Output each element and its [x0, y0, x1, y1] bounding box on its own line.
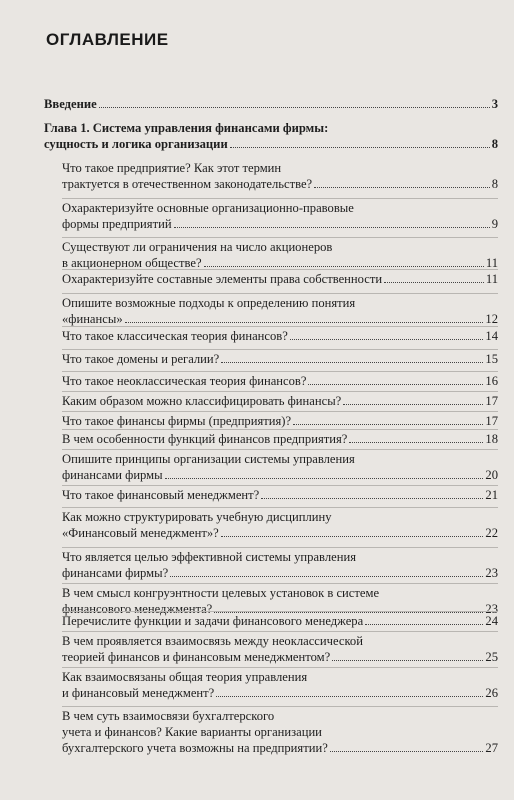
dot-leader: [330, 750, 484, 752]
toc-entry-text: финансового менеджмента?: [62, 602, 213, 616]
separator-line: [62, 583, 498, 584]
page-number: 11: [485, 272, 498, 286]
dot-leader: [221, 535, 484, 537]
toc-entry-text: Существуют ли ограничения на число акционеров: [62, 240, 333, 254]
toc-entry-text: Что такое финансовый менеджмент?: [62, 488, 260, 502]
dot-leader: [230, 146, 490, 148]
separator-line: [62, 198, 498, 199]
page-number: 18: [485, 432, 498, 446]
toc-entry-text: Как взаимосвязаны общая теория управления: [62, 670, 308, 684]
toc-entry-text: Охарактеризуйте основные организационно-правовые: [62, 201, 354, 215]
toc-entry-text: Как можно структурировать учебную дисциплину: [62, 510, 332, 524]
toc-entry-text: учета и финансов? Какие варианты организации: [62, 725, 322, 739]
toc-entry[interactable]: [62, 487, 498, 503]
dot-leader: [314, 186, 490, 188]
toc-entry[interactable]: [44, 120, 498, 152]
dot-leader: [99, 106, 490, 108]
page-number: 8: [491, 137, 498, 151]
dot-leader: [349, 441, 483, 443]
page-number: 26: [485, 686, 498, 700]
separator-line: [62, 269, 498, 270]
page-number: 23: [485, 566, 498, 580]
toc-entry-text: бухгалтерского учета возможны на предприятии?: [62, 741, 328, 755]
page-number: 11: [485, 256, 498, 270]
toc-entry[interactable]: [62, 708, 498, 756]
page-number: 21: [485, 488, 498, 502]
separator-line: [62, 429, 498, 430]
dot-leader: [216, 695, 483, 697]
toc-entry[interactable]: [62, 160, 498, 192]
separator-line: [62, 547, 498, 548]
toc-entry[interactable]: [62, 200, 498, 232]
page-number: 9: [491, 217, 498, 231]
dot-leader: [174, 226, 490, 228]
toc-entry[interactable]: [62, 328, 498, 344]
toc-entry[interactable]: [62, 373, 498, 389]
page-number: 17: [485, 394, 498, 408]
dot-leader: [261, 497, 483, 499]
toc-entry[interactable]: [62, 295, 498, 327]
toc-entry-text: Введение: [44, 97, 97, 111]
page-number: 3: [491, 97, 498, 111]
toc-entry[interactable]: [62, 509, 498, 541]
dot-leader: [293, 423, 483, 425]
separator-line: [62, 611, 498, 612]
toc-entry[interactable]: [62, 413, 498, 429]
toc-entry-text: Охарактеризуйте составные элементы права собственности: [62, 272, 383, 286]
toc-entry[interactable]: [62, 431, 498, 447]
page-number: 15: [485, 352, 498, 366]
toc-entry-text: теорией финансов и финансовым менеджментом?: [62, 650, 331, 664]
page-number: 23: [485, 602, 498, 616]
toc-entry-text: Что такое классическая теория финансов?: [62, 329, 288, 343]
page-number: 22: [485, 526, 498, 540]
toc-entry-text: в акционерном обществе?: [62, 256, 202, 270]
toc-entry-text: Что такое предприятие? Как этот термин: [62, 161, 282, 175]
toc-entry-text: В чем особенности функций финансов предприятия?: [62, 432, 348, 446]
toc-entry-text: Что такое финансы фирмы (предприятия)?: [62, 414, 292, 428]
separator-line: [62, 485, 498, 486]
toc-entry-text: Что является целью эффективной системы управления: [62, 550, 356, 564]
toc-entry-text: Глава 1. Система управления финансами фирмы:: [44, 121, 329, 135]
separator-line: [62, 349, 498, 350]
dot-leader: [125, 321, 484, 323]
toc-entry-text: формы предприятий: [62, 217, 172, 231]
toc-entry-text: Что такое домены и регалии?: [62, 352, 220, 366]
separator-line: [62, 507, 498, 508]
toc-entry-text: финансами фирмы?: [62, 566, 169, 580]
dot-leader: [308, 383, 483, 385]
separator-line: [62, 371, 498, 372]
dot-leader: [170, 575, 483, 577]
toc-entry-text: и финансовый менеджмент?: [62, 686, 215, 700]
toc-entry-text: Перечислите функции и задачи финансового менеджера: [62, 614, 364, 628]
toc-entry-text: Каким образом можно классифицировать финансы?: [62, 394, 342, 408]
toc-entry-text: Опишите возможные подходы к определению понятия: [62, 296, 356, 310]
dot-leader: [165, 477, 484, 479]
toc-entry-text: «финансы»: [62, 312, 123, 326]
toc-entry-text: В чем проявляется взаимосвязь между неоклассической: [62, 634, 363, 648]
dot-leader: [204, 265, 484, 267]
dot-leader: [290, 338, 484, 340]
toc-entry-text: сущность и логика организации: [44, 137, 228, 151]
toc-entry-text: трактуется в отечественном законодательстве?: [62, 177, 313, 191]
separator-line: [62, 326, 498, 327]
toc-entry[interactable]: [62, 451, 498, 483]
page-number: 16: [485, 374, 498, 388]
separator-line: [62, 449, 498, 450]
toc-entry-text: финансами фирмы: [62, 468, 163, 482]
dot-leader: [332, 659, 483, 661]
toc-entry-text: В чем суть взаимосвязи бухгалтерского: [62, 709, 275, 723]
toc-entry-text: Опишите принципы организации системы управления: [62, 452, 355, 466]
page-number: 14: [485, 329, 498, 343]
toc-entry-text: Что такое неоклассическая теория финансов?: [62, 374, 307, 388]
page-number: 20: [485, 468, 498, 482]
dot-leader: [221, 361, 483, 363]
separator-line: [62, 667, 498, 668]
toc-entry[interactable]: [62, 633, 498, 665]
toc-entry-text: В чем смысл конгруэнтности целевых установок в системе: [62, 586, 380, 600]
toc-entry[interactable]: [62, 239, 498, 271]
separator-line: [62, 411, 498, 412]
toc-entry[interactable]: [62, 351, 498, 367]
separator-line: [62, 391, 498, 392]
separator-line: [62, 237, 498, 238]
page-number: 8: [491, 177, 498, 191]
toc-entry[interactable]: [62, 271, 498, 287]
toc-entry[interactable]: [62, 669, 498, 701]
separator-line: [62, 631, 498, 632]
page-number: 25: [485, 650, 498, 664]
separator-line: [62, 293, 498, 294]
page-number: 24: [485, 614, 498, 628]
page-number: 27: [485, 741, 498, 755]
toc-entry[interactable]: [44, 96, 498, 112]
page-heading: ОГЛАВЛЕНИЕ: [46, 30, 169, 49]
toc-entry[interactable]: [62, 613, 498, 629]
toc-entry[interactable]: [62, 393, 498, 409]
dot-leader: [384, 281, 484, 283]
separator-line: [62, 706, 498, 707]
page-number: 17: [485, 414, 498, 428]
toc-entry[interactable]: [62, 549, 498, 581]
toc-entry-text: «Финансовый менеджмент»?: [62, 526, 219, 540]
page-number: 12: [485, 312, 498, 326]
dot-leader: [343, 403, 483, 405]
dot-leader: [365, 623, 483, 625]
